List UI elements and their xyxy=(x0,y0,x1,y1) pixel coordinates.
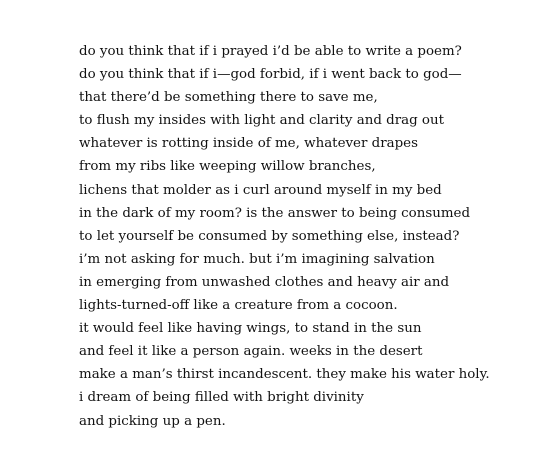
poem-line-9: to let yourself be consumed by something else, instead? xyxy=(79,228,460,244)
poem-line-4: to flush my insides with light and clarity and drag out xyxy=(79,113,444,129)
poem-line-7: lichens that molder as i curl around myself in my bed xyxy=(79,182,442,198)
poem-line-15: make a man’s thirst incandescent. they make his water holy. xyxy=(79,367,490,383)
poem-line-2: do you think that if i—god forbid, if i went back to god— xyxy=(79,67,462,83)
poem-line-6: from my ribs like weeping willow branches, xyxy=(79,159,376,175)
poem-line-12: lights-turned-off like a creature from a cocoon. xyxy=(79,298,398,314)
poem-line-5: whatever is rotting inside of me, whatever drapes xyxy=(79,136,418,152)
poem-line-14: and feel it like a person again. weeks in the desert xyxy=(79,344,423,360)
poem-text xyxy=(79,40,490,433)
poem-line-10: i’m not asking for much. but i’m imagining salvation xyxy=(79,251,435,267)
poem-line-11: in emerging from unwashed clothes and heavy air and xyxy=(79,274,450,290)
poem-line-1: do you think that if i prayed i’d be able to write a poem? xyxy=(79,44,462,59)
poem-line-13: it would feel like having wings, to stand in the sun xyxy=(79,321,422,337)
poem-line-8: in the dark of my room? is the answer to being consumed xyxy=(79,205,471,221)
poem-line-16: i dream of being filled with bright divinity xyxy=(79,390,364,406)
poem-line-17: and picking up a pen. xyxy=(79,413,226,429)
poem-line-3: that there’d be something there to save me, xyxy=(79,90,378,106)
